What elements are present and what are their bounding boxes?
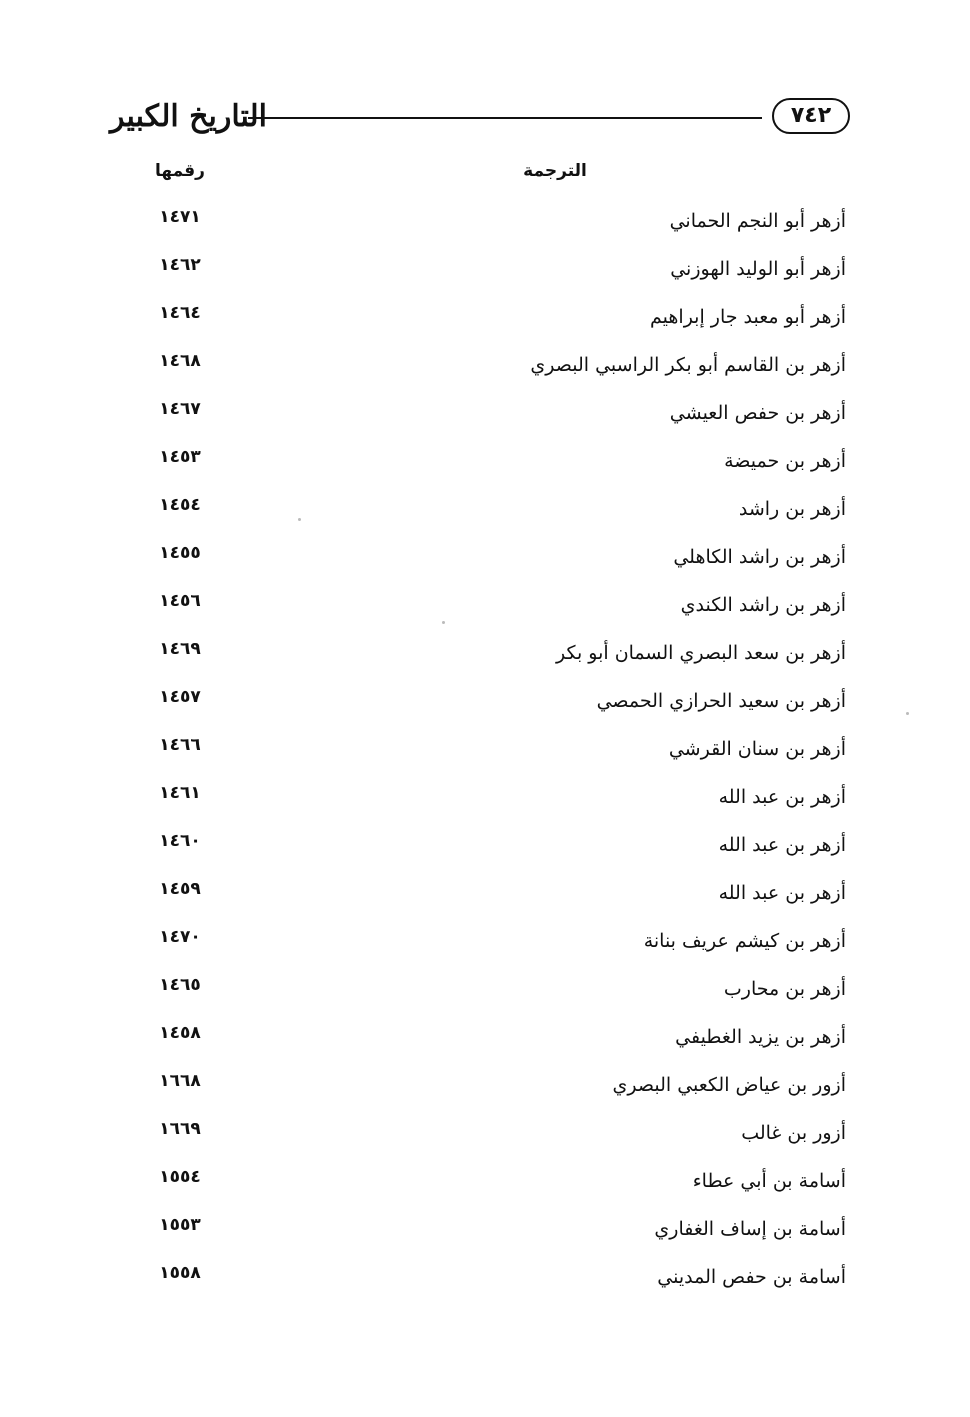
entry-name: أزهر بن يزيد الغطيفي [675,1026,846,1048]
page-header [110,92,850,142]
entry-name: أزهر بن راشد [738,498,846,520]
index-entry [0,920,970,968]
index-entry [0,776,970,824]
entry-name: أزور بن غالب [741,1122,846,1144]
entry-name: أزهر بن حميضة [724,450,846,472]
entry-number: ١٤٧٠ [159,927,201,947]
index-entry [0,728,970,776]
index-entry [0,1016,970,1064]
number-column-heading: رقمها [155,161,205,181]
entry-name: أزهر أبو معبد جار إبراهيم [650,306,846,328]
index-entry [0,968,970,1016]
entry-number: ١٤٧١ [159,207,201,227]
entry-number: ١٤٥٤ [159,495,201,515]
entry-number: ١٤٦٤ [159,303,201,323]
entry-name: أزهر بن كيشم عريف بنانة [643,930,846,952]
header-rule [248,117,762,119]
index-entries [0,200,970,1304]
entry-name: أزهر أبو النجم الحماني [669,210,846,232]
scan-speck [442,621,445,624]
index-entry [0,1256,970,1304]
entry-name: أسامة بن إساف الغفاري [654,1218,846,1240]
index-entry [0,296,970,344]
entry-number: ١٤٥٦ [159,591,201,611]
entry-name: أزهر بن حفص العيشي [669,402,846,424]
entry-number: ١٤٦٨ [159,351,201,371]
index-entry [0,536,970,584]
page-number: ٧٤٢ [772,98,850,134]
entry-name: أزهر بن محارب [723,978,846,1000]
entry-number: ١٦٦٨ [159,1071,201,1091]
entry-name: أزهر بن سعيد الحرازي الحمصي [596,690,846,712]
entry-name: أزهر بن سعد البصري السمان أبو بكر [555,642,846,664]
index-entry [0,872,970,920]
index-entry [0,488,970,536]
index-entry [0,200,970,248]
index-entry [0,344,970,392]
entry-name: أزهر بن راشد الكندي [680,594,846,616]
entry-name: أزور بن عياض الكعبي البصري [612,1074,846,1096]
index-entry [0,680,970,728]
index-entry [0,392,970,440]
index-entry [0,1208,970,1256]
index-entry [0,248,970,296]
entry-number: ١٤٦٥ [159,975,201,995]
entry-number: ١٤٦٦ [159,735,201,755]
index-entry [0,1064,970,1112]
entry-number: ١٤٥٧ [159,687,201,707]
entry-name: أزهر أبو الوليد الهوزني [670,258,846,280]
index-entry [0,824,970,872]
entry-name: أزهر بن القاسم أبو بكر الراسبي البصري [530,354,846,376]
scan-speck [298,518,301,521]
entry-number: ١٥٥٨ [159,1263,201,1283]
entry-name: أزهر بن سنان القرشي [668,738,846,760]
entry-number: ١٦٦٩ [159,1119,201,1139]
entry-number: ١٥٥٤ [159,1167,201,1187]
entry-number: ١٤٦٧ [159,399,201,419]
index-entry [0,440,970,488]
entry-name: أزهر بن عبد الله [718,834,846,856]
running-title: التاريخ الكبير [110,99,268,134]
entry-name: أزهر بن راشد الكاهلي [673,546,846,568]
scan-speck [906,712,909,715]
index-entry [0,632,970,680]
entry-number: ١٤٥٣ [159,447,201,467]
entry-name: أسامة بن أبي عطاء [692,1170,846,1192]
entry-number: ١٤٥٩ [159,879,201,899]
index-entry [0,1112,970,1160]
entry-number: ١٤٦٢ [159,255,201,275]
entry-number: ١٤٦١ [159,783,201,803]
entry-number: ١٤٦٠ [159,831,201,851]
index-entry [0,1160,970,1208]
entry-number: ١٤٥٥ [159,543,201,563]
entry-name: أزهر بن عبد الله [718,786,846,808]
entry-number: ١٥٥٣ [159,1215,201,1235]
entry-number: ١٤٥٨ [159,1023,201,1043]
name-column-heading: الترجمة [523,161,587,181]
index-entry [0,584,970,632]
entry-name: أزهر بن عبد الله [718,882,846,904]
entry-name: أسامة بن حفص المديني [657,1266,846,1288]
entry-number: ١٤٦٩ [159,639,201,659]
